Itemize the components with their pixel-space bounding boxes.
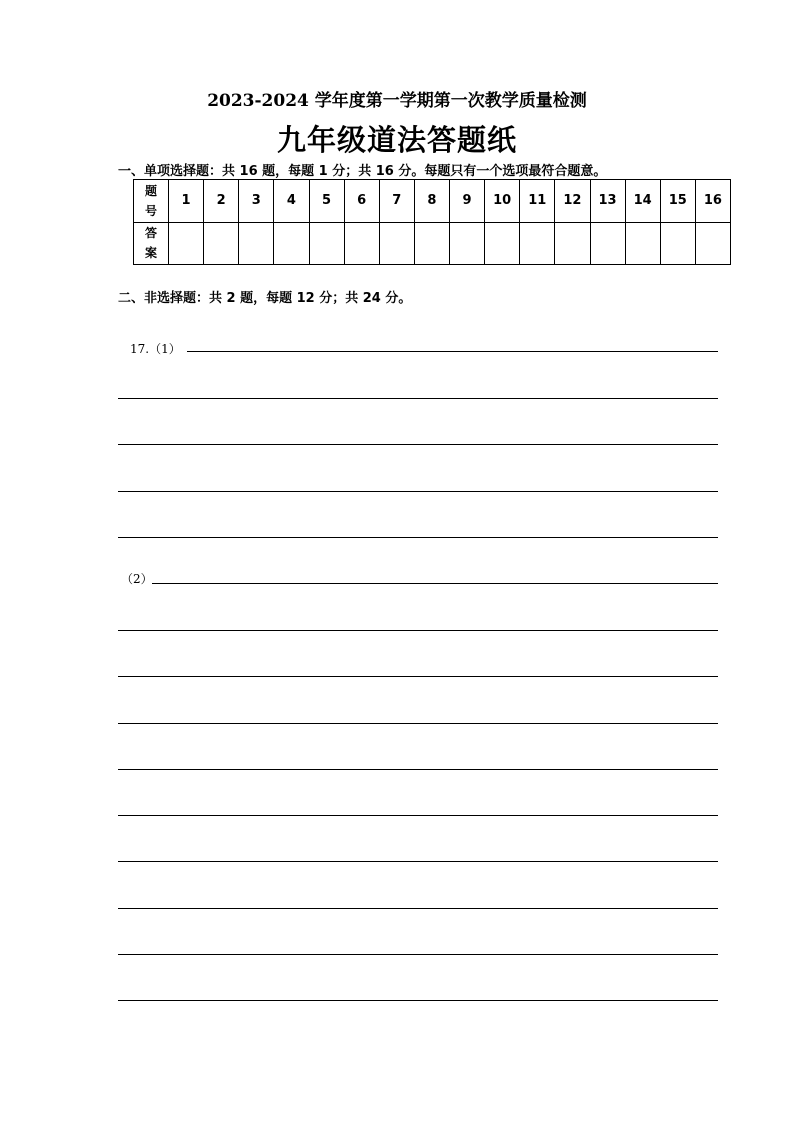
question-number-cell: 5: [309, 180, 344, 223]
answer-cell[interactable]: [695, 222, 730, 265]
question-17-part-2-label: （2）: [121, 572, 153, 586]
question-number-label: [134, 180, 169, 223]
question-number-cell: 7: [379, 180, 414, 223]
answer-cell[interactable]: [485, 222, 520, 265]
question-number-cell: 13: [590, 180, 625, 223]
question-number-cell: 4: [274, 180, 309, 223]
question-number-cell: 8: [414, 180, 449, 223]
answer-row: [134, 222, 731, 265]
question-number-cell: 15: [660, 180, 695, 223]
answer-line[interactable]: [118, 769, 718, 770]
answer-line[interactable]: [118, 861, 718, 862]
question-number-cell: 14: [625, 180, 660, 223]
answer-cell[interactable]: [309, 222, 344, 265]
answer-label: [134, 222, 169, 265]
answer-cell[interactable]: [520, 222, 555, 265]
answer-cell[interactable]: [274, 222, 309, 265]
question-number-cell: 16: [695, 180, 730, 223]
label-char: 题: [144, 183, 157, 198]
answer-cell[interactable]: [344, 222, 379, 265]
answer-cell[interactable]: [590, 222, 625, 265]
question-number-cell: 10: [485, 180, 520, 223]
answer-line[interactable]: [118, 723, 718, 724]
answer-cell[interactable]: [450, 222, 485, 265]
answer-cell[interactable]: [379, 222, 414, 265]
answer-line[interactable]: [118, 630, 718, 631]
answer-line[interactable]: [118, 954, 718, 955]
question-number-cell: 9: [450, 180, 485, 223]
answer-cell[interactable]: [414, 222, 449, 265]
answer-line[interactable]: [118, 908, 718, 909]
answer-line[interactable]: [118, 815, 718, 816]
answer-cell[interactable]: [555, 222, 590, 265]
answer-cell[interactable]: [239, 222, 274, 265]
section-1-heading: 一、单项选择题：共 16 题，每题 1 分；共 16 分。每题只有一个选项最符合题意。: [118, 164, 607, 179]
answer-line[interactable]: [118, 398, 718, 399]
label-char: 号: [144, 203, 157, 218]
answer-line[interactable]: [187, 351, 718, 352]
answer-grid: [133, 179, 731, 265]
page-title: 九年级道法答题纸: [276, 123, 517, 157]
exam-subtitle: 2023-2024 学年度第一学期第一次教学质量检测: [207, 91, 587, 111]
answer-line[interactable]: [152, 583, 718, 584]
answer-cell[interactable]: [660, 222, 695, 265]
answer-line[interactable]: [118, 444, 718, 445]
answer-line[interactable]: [118, 537, 718, 538]
section-2-heading: 二、非选择题：共 2 题，每题 12 分；共 24 分。: [118, 291, 412, 306]
answer-line[interactable]: [118, 491, 718, 492]
label-char: 答: [144, 226, 157, 241]
question-number-cell: 3: [239, 180, 274, 223]
question-number-cell: 1: [169, 180, 204, 223]
question-number-cell: 2: [204, 180, 239, 223]
question-17-part-1-label: 17.（1）: [130, 342, 181, 356]
answer-line[interactable]: [118, 676, 718, 677]
label-char: 案: [144, 246, 157, 261]
question-number-cell: 6: [344, 180, 379, 223]
answer-cell[interactable]: [625, 222, 660, 265]
answer-cell[interactable]: [169, 222, 204, 265]
question-number-cell: 12: [555, 180, 590, 223]
question-number-row: [134, 180, 731, 223]
answer-line[interactable]: [118, 1000, 718, 1001]
question-number-cell: 11: [520, 180, 555, 223]
answer-cell[interactable]: [204, 222, 239, 265]
